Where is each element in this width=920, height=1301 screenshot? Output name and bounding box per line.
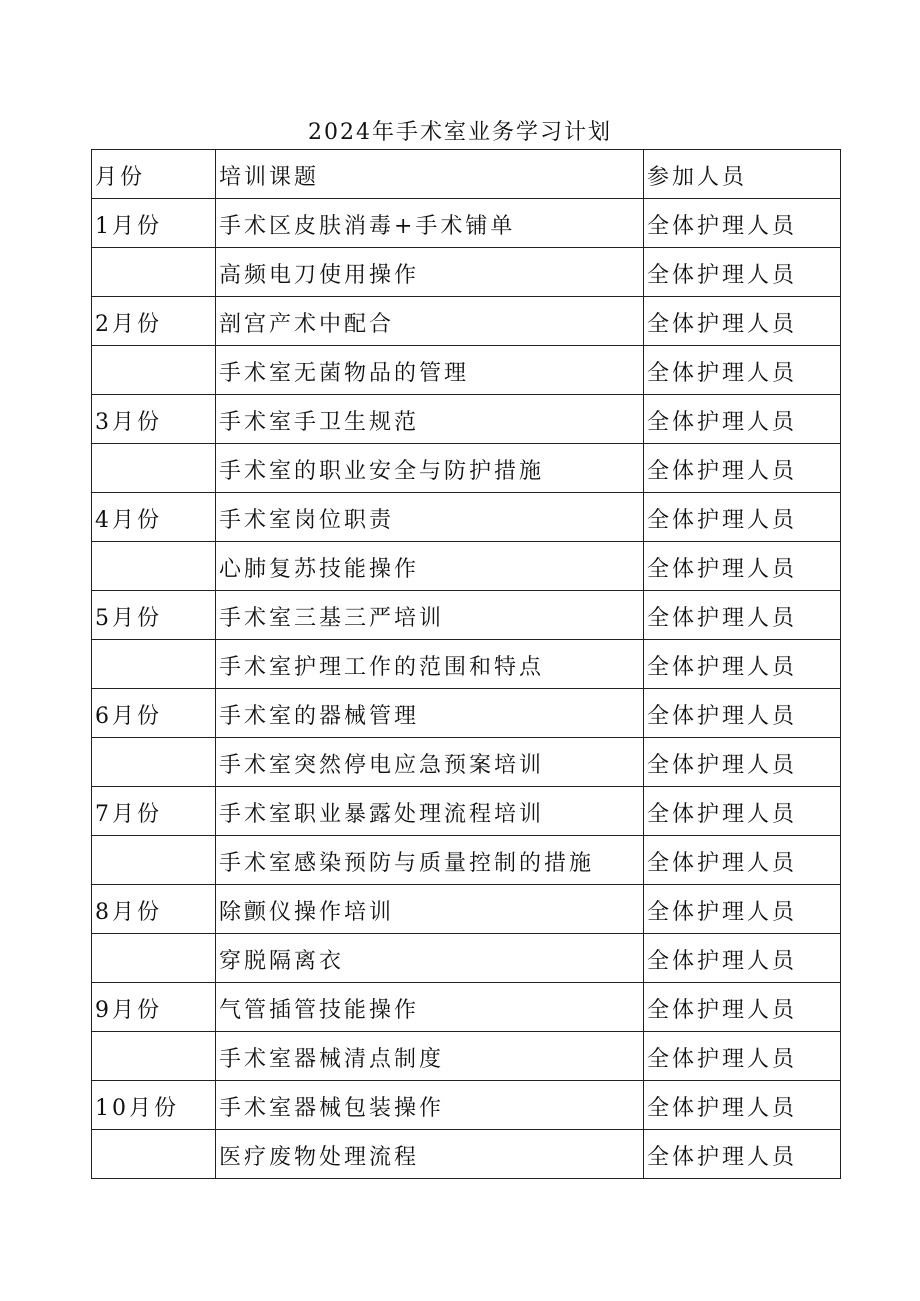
topic-cell: 手术室三基三严培训 <box>216 591 644 640</box>
table-row <box>92 934 841 983</box>
participants-cell: 全体护理人员 <box>644 248 841 297</box>
month-cell: 10月份 <box>92 1081 216 1130</box>
table-row <box>92 297 841 346</box>
month-cell: 5月份 <box>92 591 216 640</box>
topic-cell: 手术室器械包装操作 <box>216 1081 644 1130</box>
participants-cell: 全体护理人员 <box>644 346 841 395</box>
month-cell <box>92 346 216 395</box>
topic-cell: 手术室岗位职责 <box>216 493 644 542</box>
month-cell <box>92 640 216 689</box>
table-row <box>92 542 841 591</box>
participants-cell: 全体护理人员 <box>644 1081 841 1130</box>
topic-cell: 剖宫产术中配合 <box>216 297 644 346</box>
topic-cell: 医疗废物处理流程 <box>216 1130 644 1179</box>
topic-cell: 手术室突然停电应急预案培训 <box>216 738 644 787</box>
participants-cell: 全体护理人员 <box>644 983 841 1032</box>
topic-cell: 手术室手卫生规范 <box>216 395 644 444</box>
header-month: 月份 <box>92 150 216 199</box>
participants-cell: 全体护理人员 <box>644 493 841 542</box>
topic-cell: 高频电刀使用操作 <box>216 248 644 297</box>
participants-cell: 全体护理人员 <box>644 297 841 346</box>
topic-cell: 手术室器械清点制度 <box>216 1032 644 1081</box>
participants-cell: 全体护理人员 <box>644 738 841 787</box>
topic-cell: 心肺复苏技能操作 <box>216 542 644 591</box>
participants-cell: 全体护理人员 <box>644 640 841 689</box>
table-row <box>92 983 841 1032</box>
month-cell: 8月份 <box>92 885 216 934</box>
table-row <box>92 248 841 297</box>
topic-cell: 手术室职业暴露处理流程培训 <box>216 787 644 836</box>
month-cell: 9月份 <box>92 983 216 1032</box>
month-cell <box>92 836 216 885</box>
participants-cell: 全体护理人员 <box>644 885 841 934</box>
month-cell <box>92 738 216 787</box>
participants-cell: 全体护理人员 <box>644 199 841 248</box>
participants-cell: 全体护理人员 <box>644 542 841 591</box>
topic-cell: 除颤仪操作培训 <box>216 885 644 934</box>
table-row <box>92 1130 841 1179</box>
page-title: 2024年手术室业务学习计划 <box>308 120 612 145</box>
training-plan-table <box>91 149 841 1179</box>
table-row <box>92 640 841 689</box>
table-row <box>92 1081 841 1130</box>
topic-cell: 手术室无菌物品的管理 <box>216 346 644 395</box>
month-cell <box>92 542 216 591</box>
table-row <box>92 885 841 934</box>
month-cell: 2月份 <box>92 297 216 346</box>
participants-cell: 全体护理人员 <box>644 787 841 836</box>
topic-cell: 手术区皮肤消毒+手术铺单 <box>216 199 644 248</box>
participants-cell: 全体护理人员 <box>644 1130 841 1179</box>
participants-cell: 全体护理人员 <box>644 836 841 885</box>
topic-cell: 手术室的职业安全与防护措施 <box>216 444 644 493</box>
month-cell <box>92 1032 216 1081</box>
header-topic: 培训课题 <box>216 150 644 199</box>
participants-cell: 全体护理人员 <box>644 591 841 640</box>
table-row <box>92 591 841 640</box>
topic-cell: 穿脱隔离衣 <box>216 934 644 983</box>
month-cell: 1月份 <box>92 199 216 248</box>
table-row <box>92 395 841 444</box>
month-cell <box>92 444 216 493</box>
participants-cell: 全体护理人员 <box>644 934 841 983</box>
table-row <box>92 689 841 738</box>
table-row <box>92 1032 841 1081</box>
month-cell <box>92 1130 216 1179</box>
table-row <box>92 199 841 248</box>
month-cell: 7月份 <box>92 787 216 836</box>
table-row <box>92 493 841 542</box>
table-row <box>92 787 841 836</box>
participants-cell: 全体护理人员 <box>644 689 841 738</box>
month-cell: 4月份 <box>92 493 216 542</box>
participants-cell: 全体护理人员 <box>644 395 841 444</box>
table-header-row <box>92 150 841 199</box>
topic-cell: 手术室感染预防与质量控制的措施 <box>216 836 644 885</box>
topic-cell: 气管插管技能操作 <box>216 983 644 1032</box>
table-row <box>92 346 841 395</box>
month-cell: 6月份 <box>92 689 216 738</box>
participants-cell: 全体护理人员 <box>644 1032 841 1081</box>
month-cell: 3月份 <box>92 395 216 444</box>
month-cell <box>92 248 216 297</box>
table-row <box>92 836 841 885</box>
topic-cell: 手术室的器械管理 <box>216 689 644 738</box>
table-row <box>92 738 841 787</box>
header-participants: 参加人员 <box>644 150 841 199</box>
table-row <box>92 444 841 493</box>
topic-cell: 手术室护理工作的范围和特点 <box>216 640 644 689</box>
participants-cell: 全体护理人员 <box>644 444 841 493</box>
month-cell <box>92 934 216 983</box>
